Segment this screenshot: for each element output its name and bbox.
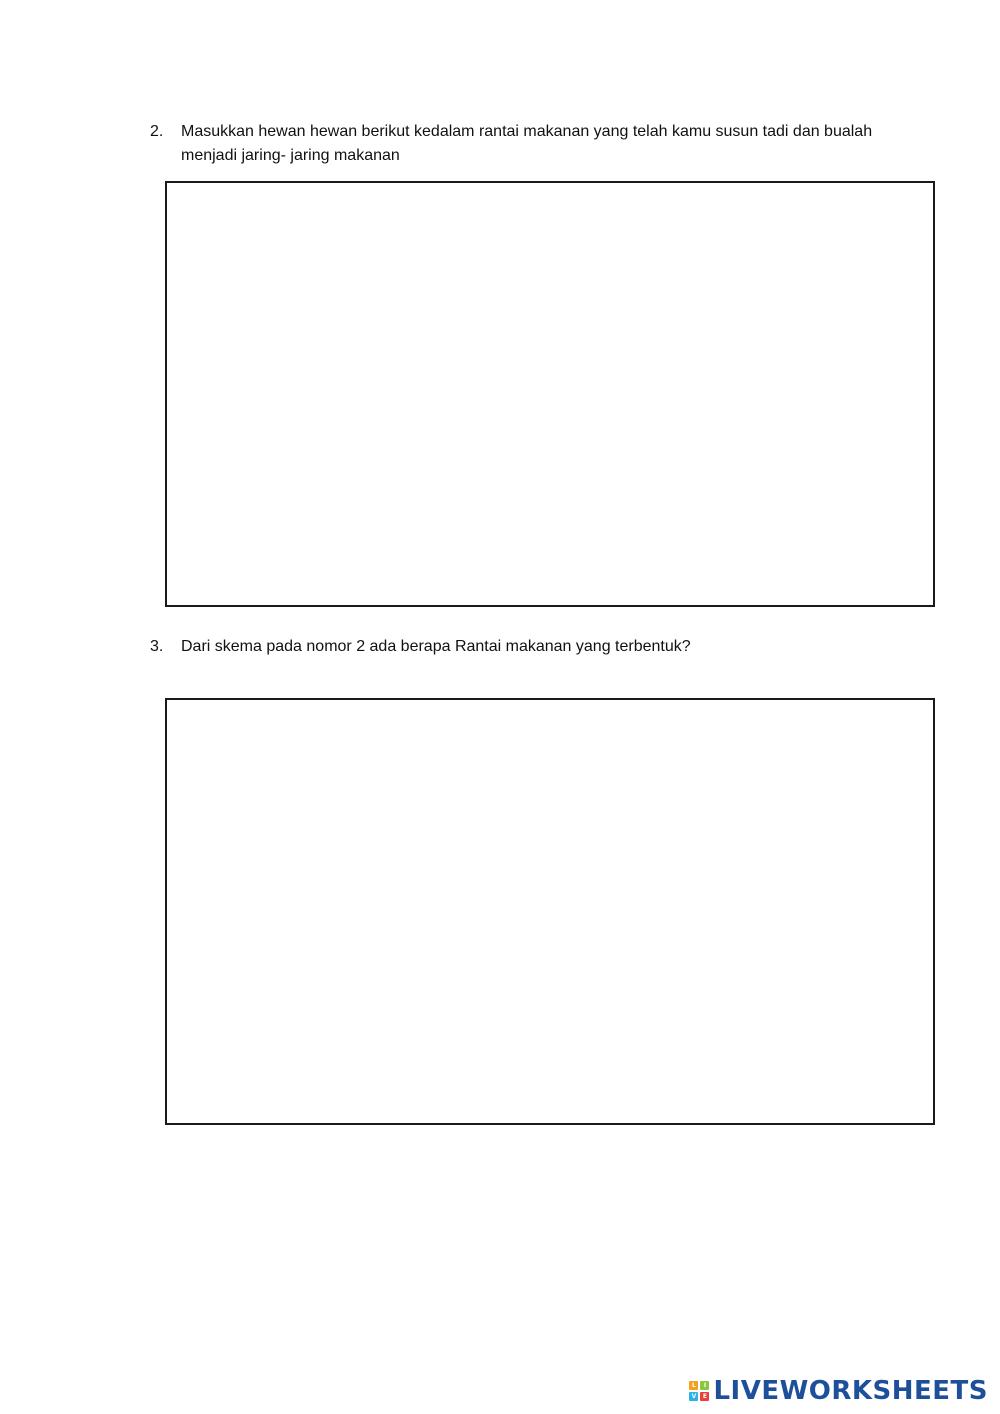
question-text: Dari skema pada nomor 2 ada berapa Rantai makanan yang terbentuk? xyxy=(181,638,691,655)
liveworksheets-logo-icon xyxy=(689,1381,709,1401)
brand-name: LIVEWORKSHEETS xyxy=(713,1376,988,1406)
question-2 xyxy=(150,120,880,168)
logo-letter-i: I xyxy=(700,1381,709,1390)
answer-box-question-3[interactable] xyxy=(165,698,935,1125)
question-number: 3. xyxy=(150,638,164,655)
question-3 xyxy=(150,635,880,659)
logo-letter-l: L xyxy=(689,1381,698,1390)
logo-letter-e: E xyxy=(700,1392,709,1401)
question-number: 2. xyxy=(150,123,164,140)
liveworksheets-brand xyxy=(689,1374,988,1408)
question-text: Masukkan hewan hewan berikut kedalam rantai makanan yang telah kamu susun tadi dan bualah menjadi jaring- jaring makanan xyxy=(181,123,873,164)
logo-letter-v: V xyxy=(689,1392,698,1401)
answer-box-question-2[interactable] xyxy=(165,181,935,607)
